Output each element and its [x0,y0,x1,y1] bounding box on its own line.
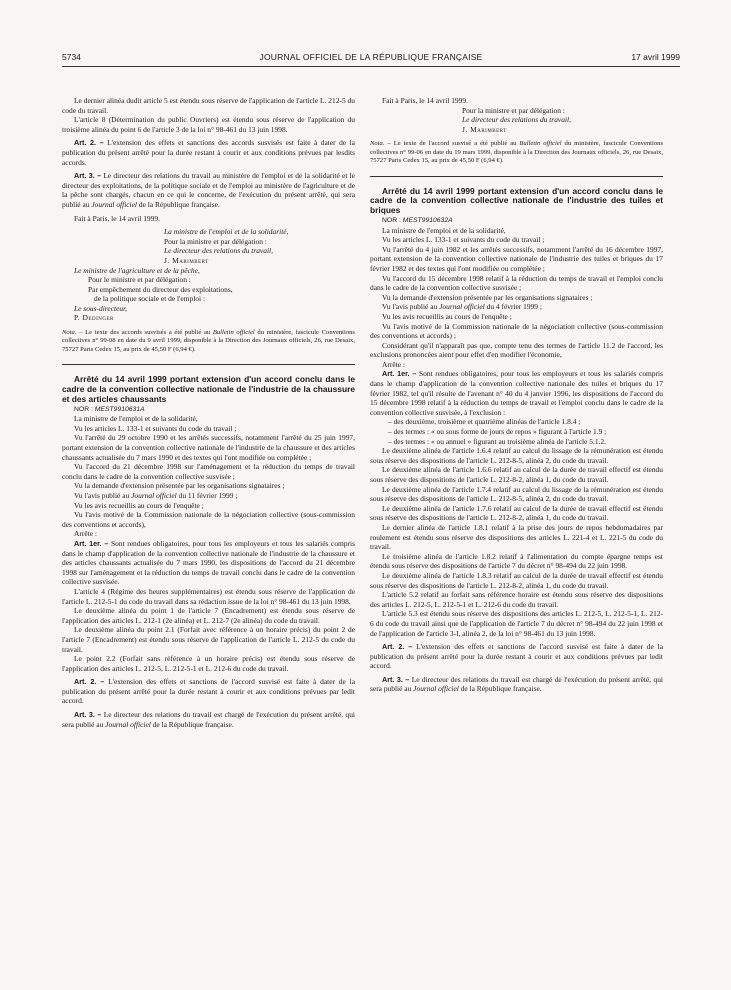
nota-text: Le texte des accords susvisés a été publié au [82,329,213,337]
nota [370,140,663,165]
done-at: Fait à Paris, le 14 avril 1999. [382,96,468,105]
paragraph: Le deuxième alinéa de l'article 1.7.6 relatif au calcul de la durée de travail effectif est étendu sous réserve des dispositions de l'article L. 212-8-2, alinéa 1, du code du travail. [370,503,663,523]
signature-line: Par empêchement du directeur des exploitations, [88,284,233,294]
article-text: de la République française. [150,719,234,729]
article-label: Art. 3. – [382,674,410,684]
article-3 [62,171,355,209]
nota-text: du ministère, fascicule Conventions collectives n° 99-08 en date du 9 avril 1999, disponible à la Direction des Journaux officiels, 26, rue Desaix, 75727 Paris Cedex 15, au prix de 45,50 F (6,94 €). [62,329,355,353]
article-text: L'extension des effets et sanctions des accords susvisés est faite à dater de la publication du présent arrêté pour la durée restant à courir et aux conditions prévues par lesdits accords. [62,138,355,167]
article-text: Le directeur des relations du travail est chargé de l'exécution du présent arrêté, qui sera publié au [370,674,663,694]
article-text: de la République française. [137,199,220,209]
signature-line: Le directeur des relations du travail, [462,115,571,125]
paragraph: Vu les avis recueillis au cours de l'enquête ; [74,500,204,510]
paragraph: L'article 8 (Détermination du public Ouvriers) est étendu sous réserve de l'application du troisième alinéa du point 6 de l'article 3 de la loi n° 98-461 du 13 juin 1998. [62,115,355,134]
article-2 [62,138,355,167]
paragraph: Vu l'avis motivé de la Commission nationale de la négociation collective (sous-commission des conventions et accords), [62,510,355,529]
signatory-name: J. Marimbert [462,124,507,134]
nor-code: MESТ9910631A [94,405,145,413]
paragraph: Vu l'accord du 15 décembre 1998 relatif à la réduction du temps de travail et l'emploi conclu dans le cadre de la convention collective susvisée ; [370,273,663,293]
right-column [370,96,663,694]
nor-reference [370,216,663,226]
bulletin-name: Bulletin officiel [212,329,255,337]
paragraph: L'article 4 (Régime des heures supplémentaires) est étendu sous réserve de l'application de l'article L. 212-5-1 du code du travail dans sa rédaction issue de la loi n° 98-461 du 13 juin 1998. [62,586,355,606]
nota-text: du ministère, fascicule Conventions collectives n° 99-06 en date du 19 mars 1999, disponible à la Direction des Journaux officiels, 26, rue Desaix, 75727 Paris Cedex 15, au prix de 45,50 F (6,94 €). [370,140,664,165]
nor-label: NOR : [382,216,403,224]
nota [62,329,355,354]
signature-line: de la politique sociale et de l'emploi : [94,294,206,304]
article-label: Art. 3. – [74,171,102,181]
paragraph [62,491,355,501]
signature-line: Le sous-directeur, [74,303,128,313]
journal-name: Journal officiel [131,491,177,501]
article-label: Art. 1er. – [74,538,109,548]
article-text: Le directeur des relations du travail est chargé de l'exécution du présent arrêté, qui sera publié au [62,710,355,729]
signature-line: Pour la ministre et par délégation : [164,236,267,246]
nota-label: Nota. – [62,329,83,337]
page-number: 5734 [62,52,81,62]
nor-code: MEST9910632A [402,216,453,224]
paragraph: Le point 2.2 (Forfait sans référence à un horaire précis) est étendu sous réserve de l'application des articles L. 212-5, L. 212-5-1 et L. 212-6 du code du travail. [62,654,355,673]
nor-label: NOR : [74,405,95,413]
signature-line: Le ministre de l'agriculture et de la pêche, [74,265,200,275]
section-divider [62,364,355,365]
nor-reference [62,405,355,415]
paragraph: Le deuxième alinéa de l'article 1.6.6 relatif au calcul de la durée de travail effectif est étendu sous réserve des dispositions de l'article L. 212-8-2, alinéa 1, du code du travail. [370,465,663,485]
paragraph: La ministre de l'emploi et de la solidarité, [74,414,198,424]
text: Vu l'avis publié au [74,491,132,501]
journal-name: Journal officiel [105,719,151,729]
paragraph [370,302,663,312]
article-label: Art. 2. – [74,138,104,148]
article-label: Art. 2. – [382,642,413,652]
article-text: Sont rendues obligatoires, pour tous les employeurs et tous les salariés compris dans le champ d'application de la convention collective nationale de l'industrie de la chaussure et des articles chaussants actualisée du 7 mars 1990, les dispositions de l'accord du 21 décembre 1998 sur l'aménagement et la réduction du temps de travail conclu dans le cadre de la convention collective susvisée. [62,538,356,587]
left-column [62,96,355,729]
signatory-name: J. Marimbert [164,255,209,265]
article-label: Art. 2. – [74,677,105,687]
journal-title: JOURNAL OFFICIEL DE LA RÉPUBLIQUE FRANÇAISE [259,52,483,62]
paragraph: Le deuxième alinéa de l'article 1.7.4 relatif au calcul du lissage de la rémunération est étendu sous réserve des dispositions de l'article L. 212-8-5, alinéa 2, du code du travail. [370,484,663,504]
journal-name: Journal officiel [91,199,137,209]
article-text: L'extension des effets et sanctions de l'accord susvisé est faite à dater de la publication du présent arrêté pour la durée restant à courir et aux conditions prévues par ledit accord. [370,642,663,671]
paragraph: L'article 5.2 relatif au forfait sans référence horaire est étendu sous réserve des dispositions des articles L. 212-5, L. 212-5-1 et L. 212-6 du code du travail. [370,590,663,609]
paragraph: La ministre de l'emploi et de la solidarité, [382,225,506,235]
article-3 [62,710,355,729]
paragraph: Le deuxième alinéa du point 1 de l'article 7 (Encadrement) est étendu sous réserve de l'application des articles L. 212-1 (2e alinéa) et L. 212-7 (2e alinéa) du code du travail. [62,606,355,625]
bulletin-name: Bulletin officiel [519,140,562,148]
paragraph: Le troisième alinéa de l'article 1.8.2 relatif à l'alimentation du compte épargne temps est étendu sous réserve des dispositions de l'article 7 du décret n° 98-494 du 22 juin 1998. [370,551,663,571]
signatory-name: P. Dedinger [74,313,114,323]
paragraph: Vu les articles L. 133-1 et suivants du code du travail ; [382,235,545,245]
paragraph: Le deuxième alinéa de l'article 1.6.4 relatif au calcul du lissage de la rémunération est étendu sous réserve des dispositions de l'article L. 212-8-5, alinéa 2, du code du travail. [370,446,663,465]
exclusion-item: – des termes : « ou annuel » figurant au troisième alinéa de l'article 5.1.2. [388,436,606,446]
nota-label: Nota. – [370,140,391,148]
article-label: Art. 3. – [74,710,102,720]
paragraph: Le deuxième alinéa du point 2.1 (Forfait avec référence à un horaire précis) du point 2 de l'article 7 (Encadrement) est étendu sous réserve de l'application de l'article L. 212-5 du code du travail. [62,625,355,654]
signature-line: Pour la ministre et par délégation : [462,105,565,115]
decree-title: Arrêté du 14 avril 1999 portant extension d'un accord conclu dans le cadre de la convention collective nationale de l'industrie des tuiles et briques [370,185,663,216]
journal-name: Journal officiel [439,302,485,312]
paragraph: Le dernier alinéa dudit article 5 est étendu sous réserve de l'application de l'article L. 212-5 du code du travail. [62,96,355,115]
article-2 [370,642,663,671]
text: Vu l'avis publié au [382,302,440,312]
text: du 4 février 1999 ; [484,302,542,312]
article-1 [370,369,663,417]
exclusion-item: – des deuxième, troisième et quatrième alinéas de l'article 1.8.4 ; [388,417,581,427]
paragraph: Vu l'arrêté du 4 juin 1982 et les arrêtés successifs, notamment l'arrêté du 16 décembre 1997, portant extension de la convention collective nationale de l'industrie des tuiles et briques du 17 février 1982 et des textes qui l'ont modifiée ou complétée ; [370,244,663,273]
signature-line: La ministre de l'emploi et de la solidarité, [164,227,289,237]
article-2 [62,677,355,706]
signature-line: Le directeur des relations du travail, [164,246,273,256]
paragraph: Vu l'accord du 21 décembre 1998 sur l'aménagement et la réduction du temps de travail conclu dans le cadre de la convention collective susvisée ; [62,462,355,481]
decree-title: Arrêté du 14 avril 1999 portant extension d'un accord conclu dans le cadre de la convention collective nationale de l'industrie de la chaussure et des articles chaussants [62,374,355,404]
page-header [62,50,680,67]
journal-name: Journal officiel [413,684,459,694]
paragraph: L'article 5.3 est étendu sous réserve des dispositions des articles L. 212-5, L. 212-5-1, L. 212-6 du code du travail ainsi que de l'application de l'article 7 du décret n° 98-494 du 22 juin 1998 et de l'application de l'article 3-I, alinéa 2, de la loi n° 98-461 du 13 juin 1998. [370,609,663,638]
article-text: L'extension des effets et sanctions de l'accord susvisé est faite à dater de la publication du présent arrêté pour la durée restant à courir et aux conditions prévues par ledit accord. [62,677,355,706]
paragraph: Vu l'avis motivé de la Commission nationale de la négociation collective (sous-commission des conventions et accords) ; [370,321,663,341]
signature-line: Pour le ministre et par délégation : [88,275,191,285]
paragraph: Le deuxième alinéa de l'article 1.8.3 relatif au calcul de la durée de travail effectif est étendu sous réserve des dispositions de l'article L. 212-8-2, alinéa 1, du code du travail. [370,570,663,590]
section-divider [370,176,663,177]
paragraph: Le dernier alinéa de l'article 1.8.1 relatif à la prise des jours de repos hebdomadaires par roulement est étendu sous réserve des dispositions des articles L. 221-4 et L. 221-5 du code du travail. [370,522,663,552]
paragraph: Vu la demande d'extension présentée par les organisations signataires ; [74,481,285,491]
nota-text: Le texte de l'accord susvisé a été publié au [390,140,520,148]
paragraph: Vu l'arrêté du 29 octobre 1990 et les arrêtés successifs, notamment l'arrêté du 25 juin 1997, portant extension de la convention collective nationale de l'industrie de la chaussure et des articles chaussants actualisée du 7 mars 1990 et des textes qui l'ont modifiée ou complétée ; [62,433,355,462]
article-1 [62,539,355,587]
article-text: Sont rendues obligatoires, pour tous les employeurs et tous les salariés compris dans le champ d'application de la convention collective nationale des tuiles et briques du 17 février 1982, tel qu'il résulte de l'avenant n° 40 du 4 janvier 1996, les dispositions de l'accord du 15 décembre 1998 relatif à la réduction du temps de travail et l'emploi conclu dans le cadre de la convention collective susvisée, à l'exclusion : [370,369,664,417]
article-3 [370,675,663,694]
paragraph: Vu les articles L. 133-1 et suivants du code du travail ; [74,423,237,433]
arrete-heading: Arrête : [382,359,405,369]
paragraph: Vu la demande d'extension présentée par les organisations signataires ; [382,292,593,302]
article-text: Le directeur des relations du travail au ministère de l'emploi et de la solidarité et le directeur des exploitations, de la politique sociale et de l'emploi au ministère de l'agriculture et de la pêche sont chargés, chacun en ce qui le concerne, de l'exécution du présent arrêté, qui sera publié au [62,171,355,209]
article-label: Art. 1er. – [382,369,417,379]
paragraph: Vu les avis recueillis au cours de l'enquête ; [382,311,512,321]
arrete-heading: Arrête : [74,529,97,539]
article-text: de la République française. [458,684,542,694]
done-at: Fait à Paris, le 14 avril 1999. [74,213,160,223]
exclusion-item: – des termes : « ou sous forme de jours de repos » figurant à l'article 1.9 ; [388,427,607,437]
text: du 11 février 1999 ; [176,491,238,501]
paragraph: Considérant qu'il n'apparaît pas que, compte tenu des termes de l'article 11.2 de l'accord, les exclusions prononcées aient pour effet d'en modifier l'économie, [370,340,663,360]
issue-date: 17 avril 1999 [631,52,680,62]
